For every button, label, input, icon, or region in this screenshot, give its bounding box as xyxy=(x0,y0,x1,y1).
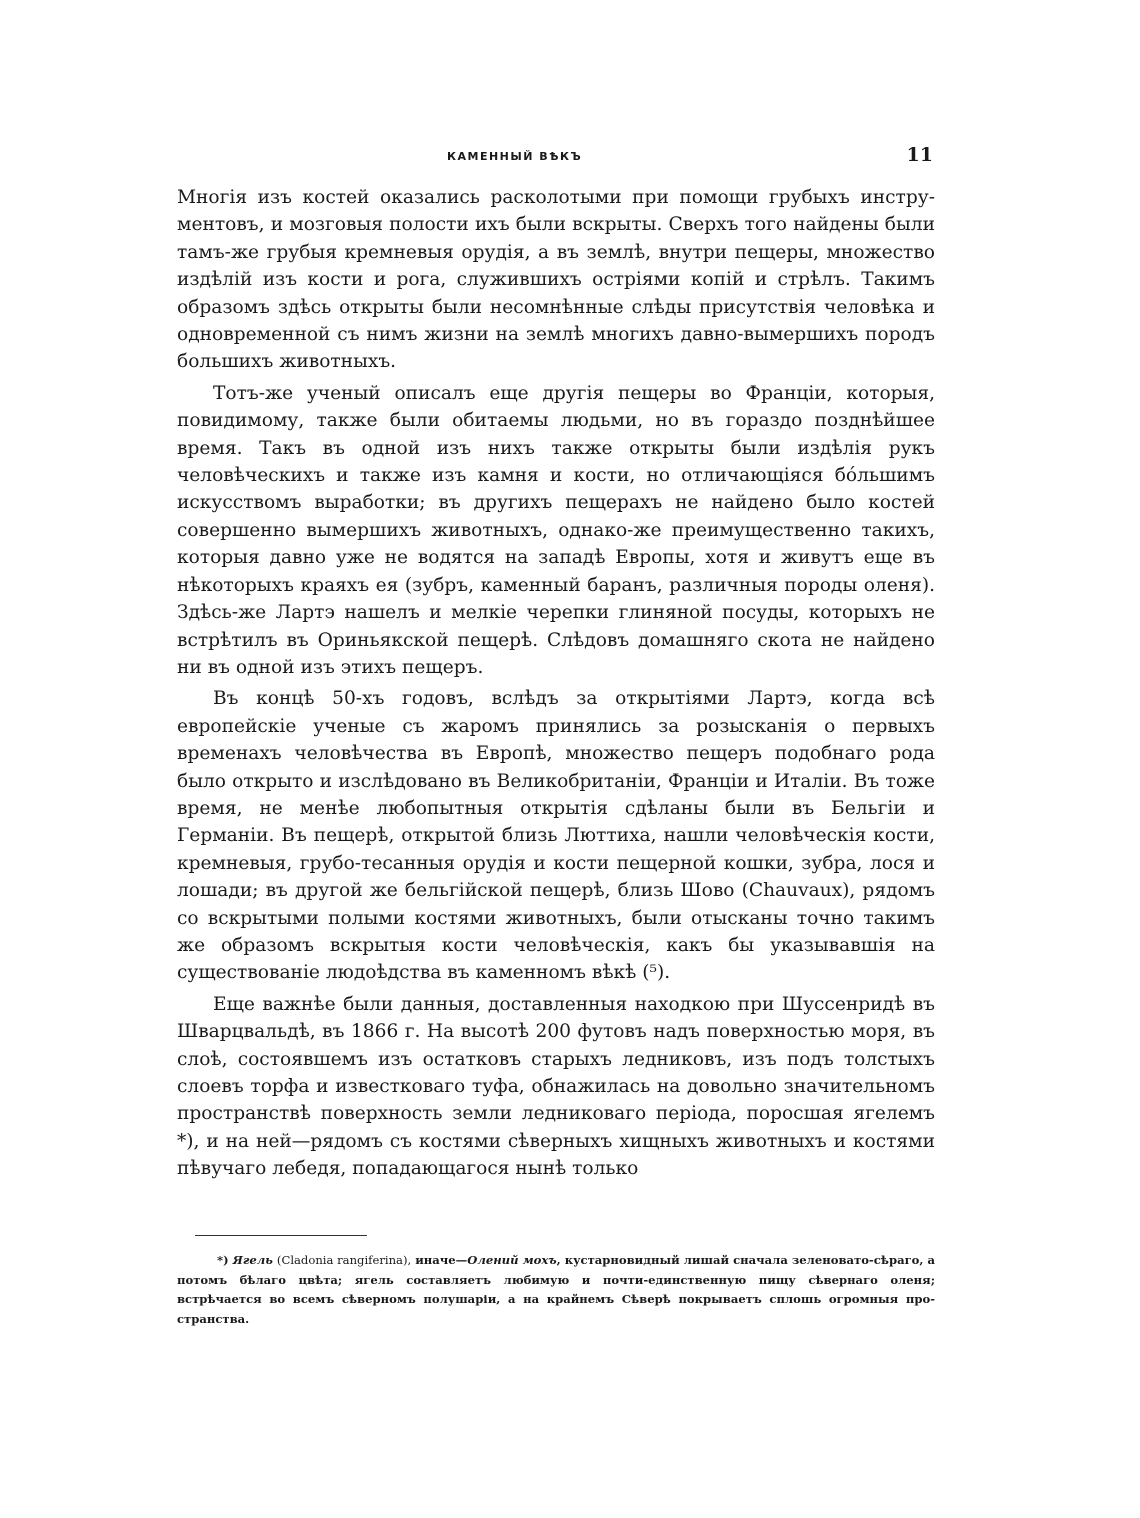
paragraph-4: Еще важнѣе были данныя, доставленныя находкою при Шуссенридѣ въ Шварцвальдѣ, въ 1866 г. На высотѣ 200 футовъ надъ поверхностью моря, въ слоѣ, состоявшемъ изъ остатковъ старыхъ ледниковъ, изъ подъ толстыхъ слоевъ торфа и известковаго туфа, обнажилась на довольно значительномъ пространствѣ поверхность земли ледниковаго періода, поросшая ягелемъ *), и на ней—рядомъ съ костями сѣверныхъ хищныхъ животныхъ и костями пѣвучаго лебедя, попадающагося нынѣ только xyxy=(177,993,935,1180)
running-head xyxy=(177,146,935,170)
footnote-alt-term: Олений мохъ xyxy=(467,1253,557,1267)
paragraph-2: Тотъ-же ученый описалъ еще другія пещеры во Франціи, которыя, повидимому, также были обитаемы людьми, но въ гораздо позднѣйшее время. Такъ въ одной изъ нихъ также открыты были издѣлія рукъ человѣческихъ и также изъ камня и кости, но отличающіяся бóльшимъ искусствомъ выработки; въ другихъ пещерахъ не найдено было костей совершенно вымершихъ животныхъ, однако-же преимущественно такихъ, которыя давно уже не водятся на западѣ Европы, хотя и живутъ еще въ нѣкоторыхъ краяхъ ея (зубръ, каменный баранъ, различныя породы оленя). Здѣсь-же Лартэ нашелъ и мелкіе черепки глиняной посуды, которыхъ не встрѣтилъ въ Ориньякской пещерѣ. Слѣдовъ домашняго скота не найдено ни въ одной изъ этихъ пещеръ. xyxy=(177,382,935,678)
footnote-latin-name: (Cladonia rangiferina), xyxy=(276,1253,412,1267)
body-text xyxy=(177,184,935,1187)
page-number: 11 xyxy=(906,144,933,166)
footnote-divider xyxy=(195,1235,367,1236)
book-page xyxy=(177,0,935,1518)
paragraph-1: Многія изъ костей оказались расколотыми при помощи грубыхъ инструментовъ, и мозговыя полости ихъ были вскрыты. Сверхъ того найдены были тамъ-же грубыя кремневыя орудія, а въ землѣ, внутри пещеры, множество издѣлій изъ кости и рога, служившихъ остріями копій и стрѣлъ. Такимъ образомъ здѣсь открыты были несомнѣнные слѣды присутствія человѣка и одновременной съ нимъ жизни на землѣ многихъ давно-вымершихъ породъ большихъ животныхъ. xyxy=(177,187,935,373)
running-title: КАМЕННЫЙ ВѢКЪ xyxy=(447,150,583,163)
footnote-text: , кустарновидный лишай сначала зеленовато-сѣраго, а потомъ бѣлаго цвѣта; ягель составляетъ любимую и почти-единственную пищу сѣвернаго оленя; встрѣчается во всемъ сѣверномъ полушаріи, а на крайнемъ Сѣверѣ покрываетъ сплошь огромныя пространства. xyxy=(177,1253,935,1326)
footnote-alt-prefix: иначе— xyxy=(415,1253,468,1267)
paragraph-3: Въ концѣ 50-хъ годовъ, вслѣдъ за открытіями Лартэ, когда всѣ европейскіе ученые съ жаромъ принялись за розысканія о первыхъ временахъ человѣчества въ Европѣ, множество пещеръ подобнаго рода было открыто и изслѣдовано въ Великобританіи, Франціи и Италіи. Въ тоже время, не менѣе любопытныя открытія сдѣланы были въ Бельгіи и Германіи. Въ пещерѣ, открытой близь Люттиха, нашли человѣческія кости, кремневыя, грубо-тесанныя орудія и кости пещерной кошки, зубра, лося и лошади; въ другой же бельгійской пещерѣ, близь Шово (Chauvaux), рядомъ со вскрытыми полыми костями животныхъ, были отысканы точно такимъ же образомъ вскрытыя кости человѣческія, какъ бы указывавшія на существованіе людоѣдства въ каменномъ вѣкѣ (⁵). xyxy=(177,688,935,984)
footnote-term: Ягель xyxy=(232,1253,273,1267)
footnote xyxy=(177,1251,935,1329)
footnote-marker: *) xyxy=(217,1253,229,1267)
